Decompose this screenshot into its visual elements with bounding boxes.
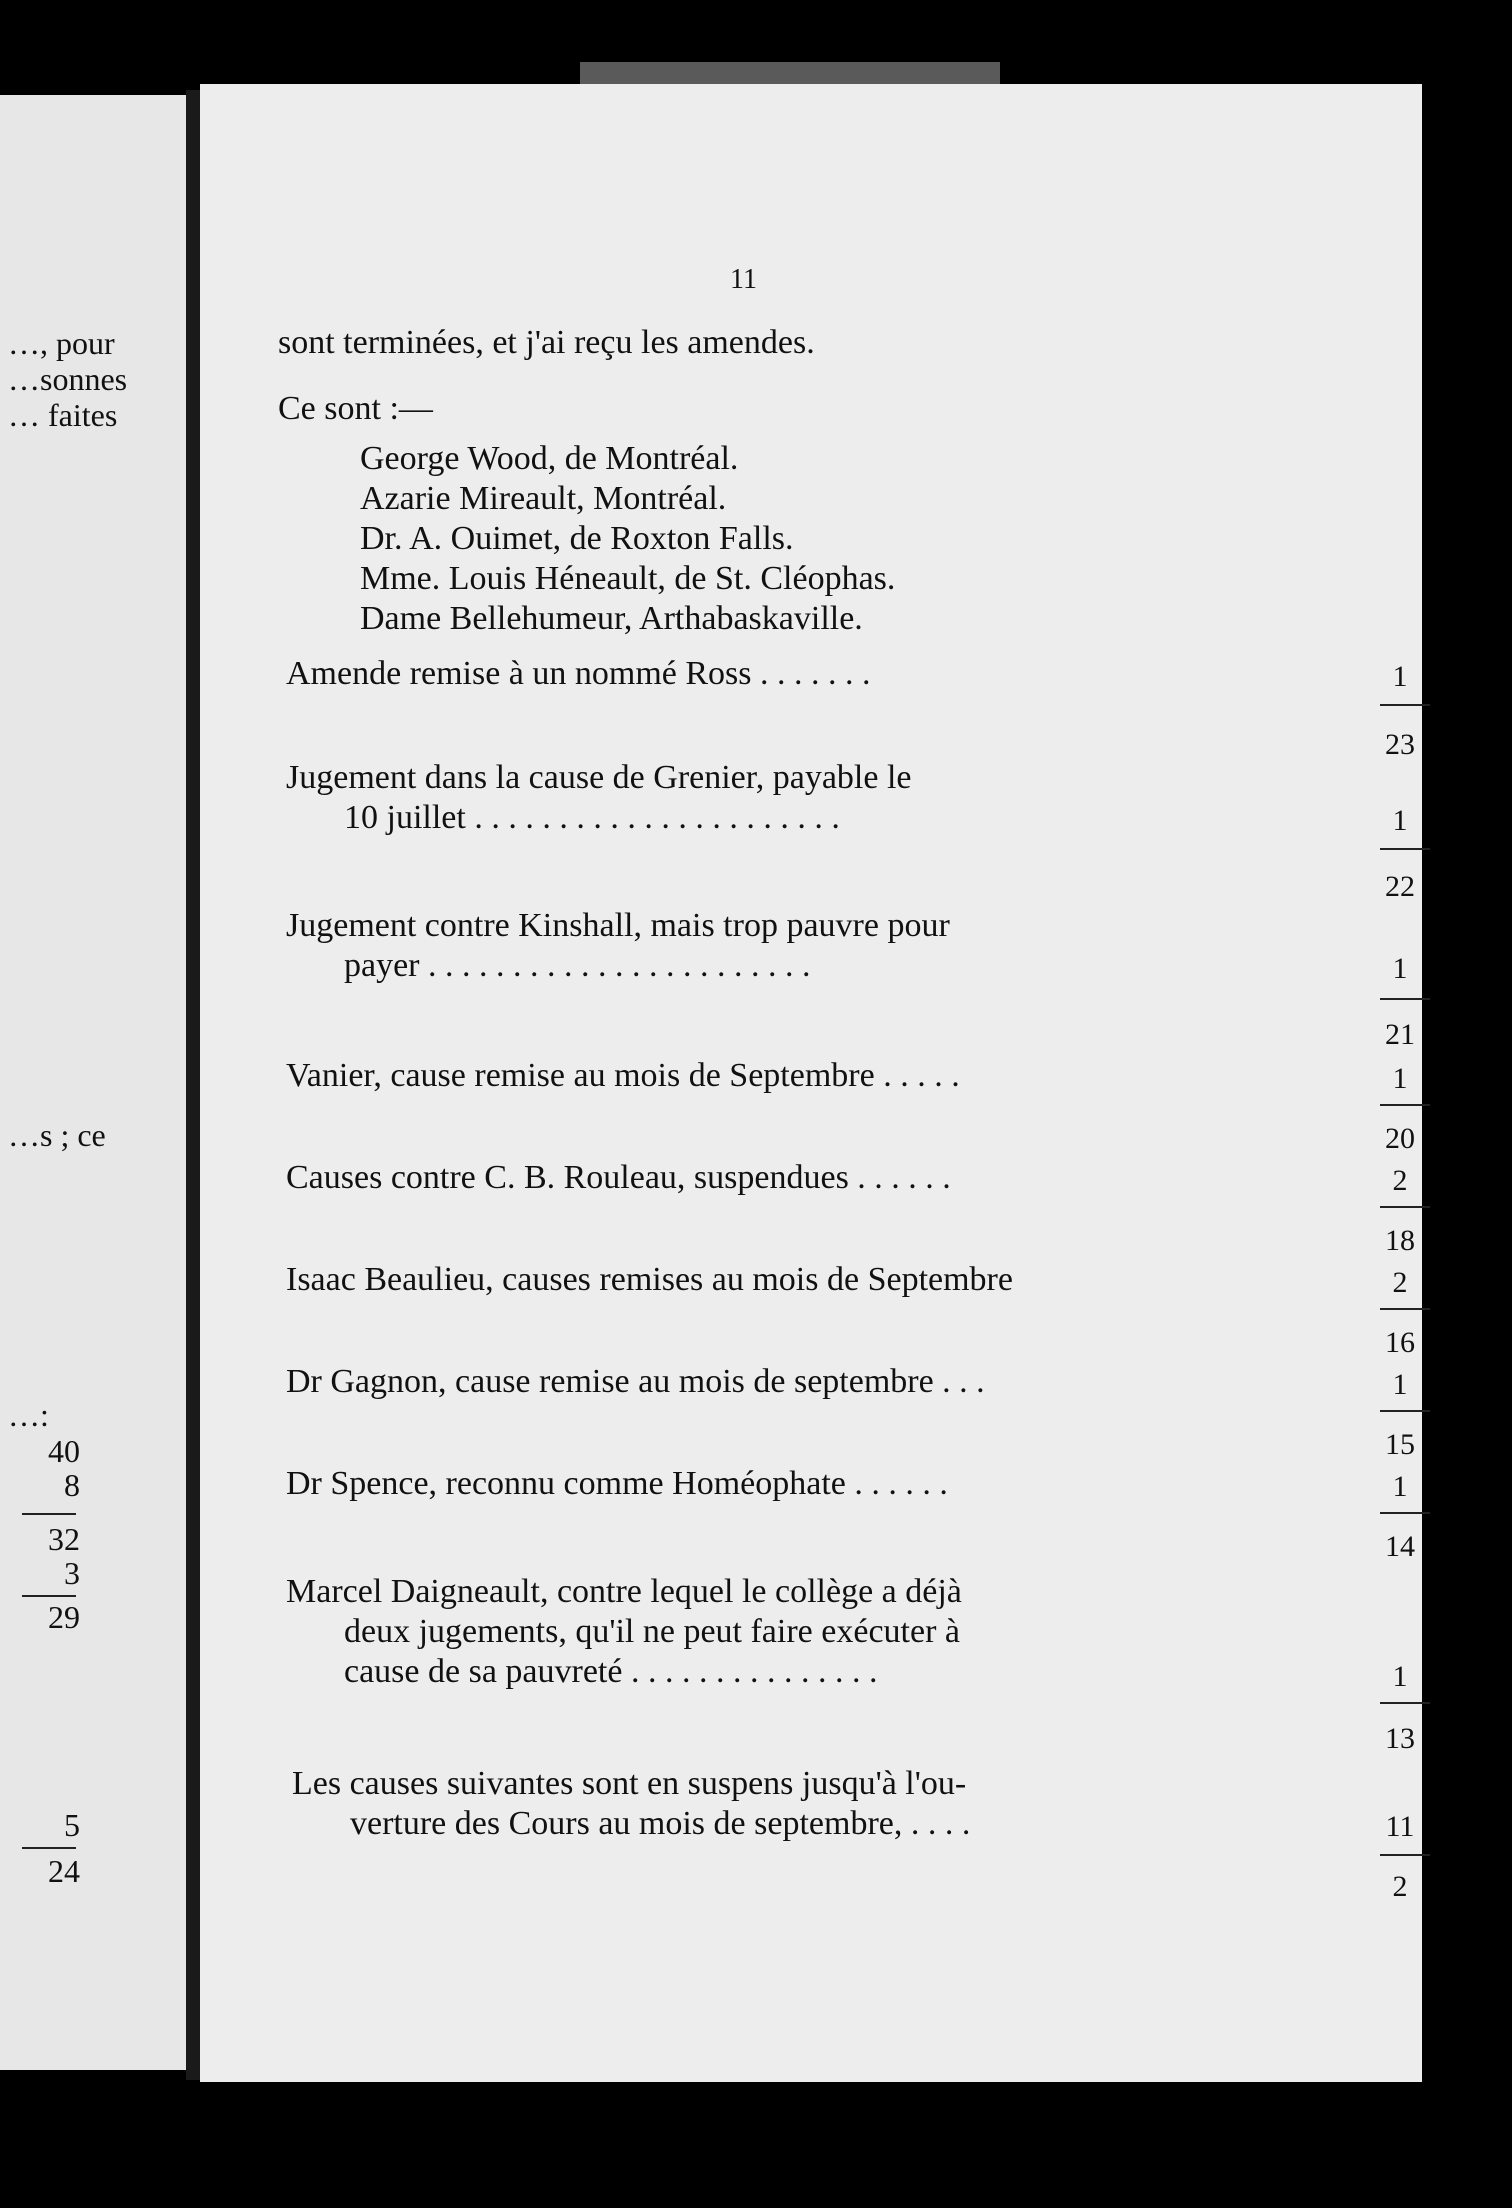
entry-line: Jugement dans la cause de Grenier, payable le [286, 759, 912, 796]
left-text-line: …s ; ce [8, 1117, 106, 1153]
ledger-entry [286, 758, 911, 838]
running-balance: 15 [1385, 1428, 1415, 1461]
left-number: 32 [48, 1521, 80, 1557]
entry-line: payer . . . . . . . . . . . . . . . . . . . . . . . [344, 947, 811, 984]
ledger-entry [286, 1464, 948, 1504]
intro-line: sont terminées, et j'ai reçu les amendes. [278, 324, 815, 361]
page-number: 11 [730, 264, 757, 295]
left-rule [22, 1595, 76, 1597]
ledger-entry [286, 1158, 951, 1198]
sum-rule [1380, 1854, 1430, 1856]
ledger-entry [286, 1260, 1013, 1300]
running-balance: 20 [1385, 1122, 1415, 1155]
entry-amount: 1 [1392, 804, 1408, 837]
ledger-entry [286, 1056, 960, 1096]
running-balance: 13 [1385, 1722, 1415, 1755]
name-line: George Wood, de Montréal. [360, 440, 739, 477]
left-number: 5 [64, 1807, 80, 1843]
sum-rule [1380, 998, 1430, 1000]
entry-line: Amende remise à un nommé Ross . . . . . . . [286, 655, 871, 692]
left-page-fragment [0, 95, 190, 2070]
sum-rule [1380, 1308, 1430, 1310]
name-line: Mme. Louis Héneault, de St. Cléophas. [360, 560, 896, 597]
running-balance: 14 [1385, 1530, 1415, 1563]
running-balance: 16 [1385, 1326, 1415, 1359]
ledger-entry [286, 906, 950, 986]
entry-line: Causes contre C. B. Rouleau, suspendues . . . . . . [286, 1159, 951, 1196]
entry-line: deux jugements, qu'il ne peut faire exécuter à [344, 1613, 960, 1650]
name-line: Dame Bellehumeur, Arthabaskaville. [360, 600, 863, 637]
entry-amount: 1 [1392, 1062, 1408, 1095]
entry-line: Isaac Beaulieu, causes remises au mois de Septembre [286, 1261, 1013, 1298]
ce-sont-line: Ce sont :— [278, 390, 433, 427]
entry-amount: 2 [1392, 1164, 1408, 1197]
entry-amount: 1 [1392, 952, 1408, 985]
ledger-entry [286, 654, 871, 694]
left-text-line: …sonnes [8, 361, 128, 397]
left-text-line: …, pour [8, 325, 115, 361]
sum-rule [1380, 1702, 1430, 1704]
left-rule [22, 1513, 76, 1515]
entry-line: Dr Gagnon, cause remise au mois de septembre . . . [286, 1363, 985, 1400]
sum-rule [1380, 848, 1430, 850]
ledger-entry [292, 1764, 970, 1844]
entry-line: Jugement contre Kinshall, mais trop pauvre pour [286, 907, 950, 944]
running-balance: 18 [1385, 1224, 1415, 1257]
entry-amount: 1 [1392, 1368, 1408, 1401]
entry-line: Dr Spence, reconnu comme Homéophate . . . . . . [286, 1465, 948, 1502]
running-balance: 2 [1392, 1870, 1408, 1903]
entry-line: Marcel Daigneault, contre lequel le collège a déjà [286, 1573, 962, 1610]
entry-line: Vanier, cause remise au mois de Septembre . . . . . [286, 1057, 960, 1094]
entry-line: cause de sa pauvreté . . . . . . . . . . . . . . . [344, 1653, 878, 1690]
sum-rule [1380, 1206, 1430, 1208]
left-text-line: … faites [8, 397, 118, 433]
left-number: 40 [48, 1433, 80, 1469]
entry-amount: 11 [1385, 1810, 1415, 1843]
sum-rule [1380, 704, 1430, 706]
scan-edge-strip [580, 62, 1000, 84]
entry-amount: 1 [1392, 1470, 1408, 1503]
left-number: 3 [64, 1555, 80, 1591]
entry-line: Les causes suivantes sont en suspens jusqu'à l'ou- [292, 1765, 967, 1802]
left-number: 24 [48, 1853, 80, 1889]
left-text-line: …: [8, 1397, 49, 1433]
running-balance: 23 [1385, 728, 1415, 761]
entry-amount: 2 [1392, 1266, 1408, 1299]
entry-amount: 1 [1392, 1660, 1408, 1693]
left-number: 29 [48, 1599, 80, 1635]
sum-rule [1380, 1410, 1430, 1412]
running-balance: 21 [1385, 1018, 1415, 1051]
sum-rule [1380, 1104, 1430, 1106]
entry-line: 10 juillet . . . . . . . . . . . . . . . . . . . . . . [344, 799, 840, 836]
sum-rule [1380, 1512, 1430, 1514]
running-balance: 22 [1385, 870, 1415, 903]
ledger-entry [286, 1362, 985, 1402]
left-rule [22, 1847, 76, 1849]
name-line: Azarie Mireault, Montréal. [360, 480, 727, 517]
name-line: Dr. A. Ouimet, de Roxton Falls. [360, 520, 794, 557]
entry-amount: 1 [1392, 660, 1408, 693]
left-number: 8 [64, 1467, 80, 1503]
ledger-entry [286, 1572, 962, 1692]
entry-line: verture des Cours au mois de septembre, . . . . [350, 1805, 971, 1842]
right-page [200, 84, 1422, 2082]
